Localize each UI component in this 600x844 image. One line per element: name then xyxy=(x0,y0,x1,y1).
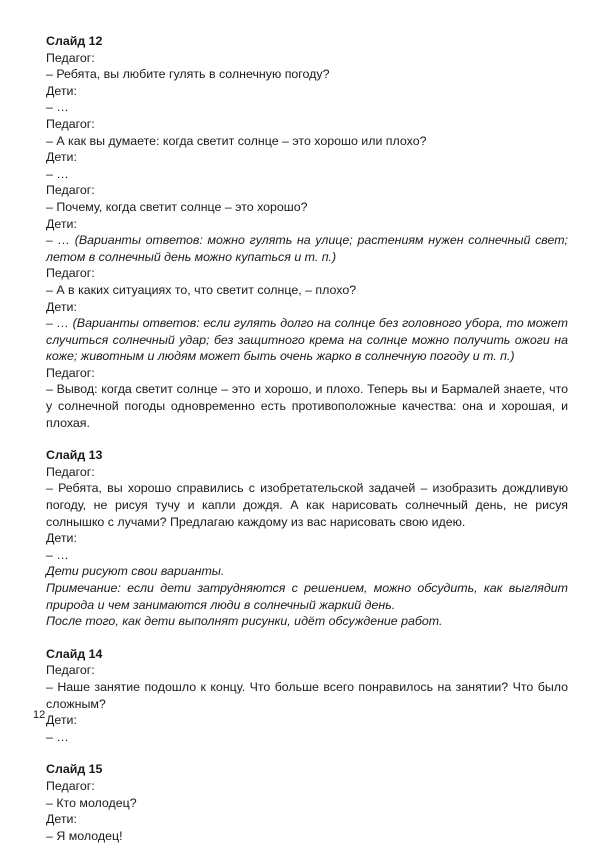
speaker-label: Дети: xyxy=(46,812,77,827)
speaker-label: Педагог: xyxy=(46,183,95,198)
speaker-label: Педагог: xyxy=(46,266,95,281)
dialogue-line: – Наше занятие подошло к концу. Что больше всего понравилось на занятии? Что было сложным? xyxy=(46,679,568,711)
dialogue-line: – … xyxy=(46,100,69,115)
answer-variants xyxy=(46,232,568,265)
dialogue-line: – Ребята, вы любите гулять в солнечную погоду? xyxy=(46,67,330,82)
dialogue-dash: – … xyxy=(46,233,75,248)
slide-12-title: Слайд 12 xyxy=(46,34,103,48)
dialogue-line: – … xyxy=(46,547,69,562)
answer-note: (Варианты ответов: если гулять долго на солнце без головного убора, то может случиться солнечный удар; без защитного крема на солнце можно получить ожоги на коже; животным и людям может быть очень жарко в солнечную погоду и т. п.) xyxy=(46,316,568,364)
slide-13-section xyxy=(46,447,568,630)
speaker-label: Педагог: xyxy=(46,116,95,131)
dialogue-line: – Ребята, вы хорошо справились с изобретательской задачей – изобразить дождливую погоду, не рисуя тучу и капли дождя. А как нарисовать солнечный день, не рисуя солнышко с лучами? Предлагаю каждому из вас нарисовать свою идею. xyxy=(46,481,568,529)
speaker-label: Педагог: xyxy=(46,50,95,65)
stage-direction: Дети рисуют свои варианты. xyxy=(46,564,225,579)
answer-variants xyxy=(46,315,568,365)
stage-direction: После того, как дети выполнят рисунки, идёт обсуждение работ. xyxy=(46,614,443,629)
speaker-label: Педагог: xyxy=(46,778,95,793)
slide-14-title: Слайд 14 xyxy=(46,646,103,661)
speaker-label: Дети: xyxy=(46,531,77,546)
dialogue-line: – … xyxy=(46,166,69,181)
speaker-label: Дети: xyxy=(46,83,77,98)
speaker-label: Педагог: xyxy=(46,464,95,479)
dialogue-line: – А как вы думаете: когда светит солнце – это хорошо или плохо? xyxy=(46,133,427,148)
dialogue-line: – … xyxy=(46,729,69,744)
speaker-label: Дети: xyxy=(46,216,77,231)
answer-note: (Варианты ответов: можно гулять на улице; растениям нужен солнечный свет; летом в солнечный день можно купаться и т. п.) xyxy=(46,233,568,264)
dialogue-line: – Вывод: когда светит солнце – это и хорошо, и плохо. Теперь вы и Бармалей знаете, что у солнечной погоды одновременно есть противоположные качества: она и хорошая, и плохая. xyxy=(46,382,568,430)
dialogue-line: – А в каких ситуациях то, что светит солнце, – плохо? xyxy=(46,282,357,297)
dialogue-line: – Я молодец! xyxy=(46,828,123,843)
dialogue-dash: – … xyxy=(46,316,73,331)
speaker-label: Дети: xyxy=(46,713,77,728)
dialogue-line: – Почему, когда светит солнце – это хорошо? xyxy=(46,199,308,214)
dialogue-line: – Кто молодец? xyxy=(46,795,137,810)
speaker-label: Педагог: xyxy=(46,365,95,380)
slide-15-section xyxy=(46,761,568,844)
slide-15-title: Слайд 15 xyxy=(46,762,103,777)
slide-14-section xyxy=(46,646,568,746)
slide-13-title: Слайд 13 xyxy=(46,448,103,463)
speaker-label: Дети: xyxy=(46,150,77,165)
speaker-label: Дети: xyxy=(46,299,77,314)
page-number: 12 xyxy=(33,709,46,721)
slide-12-section xyxy=(46,33,568,431)
speaker-label: Педагог: xyxy=(46,663,95,678)
note-text: Примечание: если дети затрудняются с решением, можно обсудить, как выглядит природа и чем занимаются люди в солнечный жаркий день. xyxy=(46,581,568,612)
